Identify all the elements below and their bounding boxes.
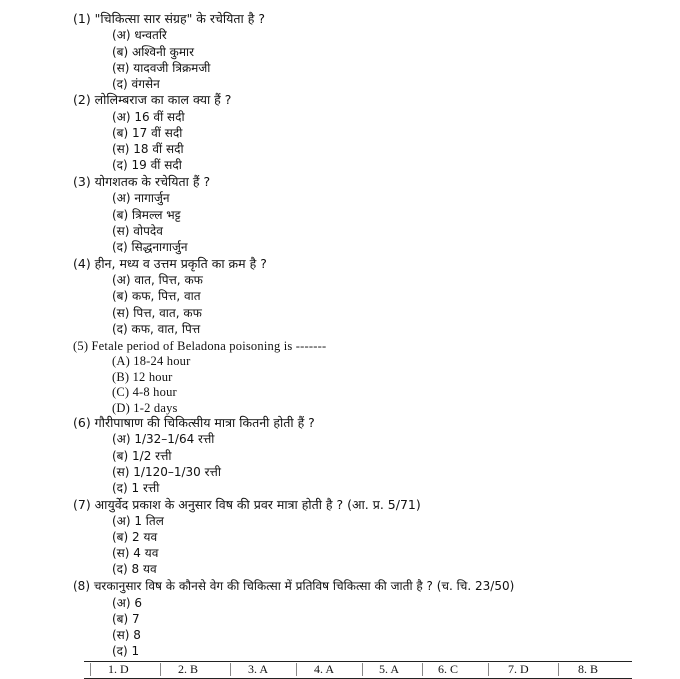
q8-option-d: (द) 1 (112, 644, 140, 658)
q2-option-c: (स) 18 वीं सदी (112, 142, 184, 156)
question-5: (5) Fetale period of Beladona poisoning is ------- (73, 339, 327, 353)
q7-option-b: (ब) 2 यव (112, 530, 158, 544)
q1-option-c: (स) यादवजी त्रिक्रमजी (112, 61, 211, 75)
q4-option-d: (द) कफ, वात, पित्त (112, 322, 201, 336)
q7-option-c: (स) 4 यव (112, 546, 159, 560)
q3-option-a: (अ) नागार्जुन (112, 191, 170, 205)
answer-6: 6. C (438, 662, 459, 676)
answer-separator (160, 663, 161, 676)
answer-3: 3. A (248, 662, 269, 676)
q4-option-c: (स) पित्त, वात, कफ (112, 306, 202, 320)
q8-option-c: (स) 8 (112, 628, 141, 642)
q5-option-d: (D) 1-2 days (112, 401, 178, 415)
answer-1: 1. D (108, 662, 129, 676)
question-7: (7) आयुर्वेद प्रकाश के अनुसार विष की प्रवर मात्रा होती है ? (आ. प्र. 5/71) (73, 497, 421, 512)
q5-option-c: (C) 4-8 hour (112, 385, 177, 399)
answer-separator (488, 663, 489, 676)
answer-separator (422, 663, 423, 676)
answer-separator (296, 663, 297, 676)
q7-option-a: (अ) 1 तिल (112, 514, 164, 528)
q3-option-c: (स) वोपदेव (112, 224, 163, 238)
q2-option-d: (द) 19 वीं सदी (112, 158, 182, 172)
q1-option-a: (अ) धन्वतरि (112, 28, 167, 42)
question-2: (2) लोलिम्बराज का काल क्या हैं ? (73, 92, 232, 107)
answer-separator (558, 663, 559, 676)
q3-option-d: (द) सिद्धनागार्जुन (112, 240, 188, 254)
q6-option-a: (अ) 1/32–1/64 रत्ती (112, 432, 215, 446)
q7-option-d: (द) 8 यव (112, 562, 157, 576)
q5-option-b: (B) 12 hour (112, 370, 173, 384)
q1-option-b: (ब) अश्विनी कुमार (112, 45, 195, 59)
q2-option-b: (ब) 17 वीं सदी (112, 126, 183, 140)
q8-option-a: (अ) 6 (112, 596, 142, 610)
q6-option-d: (द) 1 रत्ती (112, 481, 160, 495)
answer-2: 2. B (178, 662, 199, 676)
question-3: (3) योगशतक के रचेयिता हैं ? (73, 174, 211, 189)
q6-option-b: (ब) 1/2 रत्ती (112, 449, 172, 463)
answer-separator (230, 663, 231, 676)
question-4: (4) हीन, मध्य व उत्तम प्रकृति का क्रम है ? (73, 256, 267, 271)
question-1: (1) "चिकित्सा सार संग्रह" के रचेयिता है ? (73, 11, 266, 26)
q4-option-a: (अ) वात, पित्त, कफ (112, 273, 203, 287)
q4-option-b: (ब) कफ, पित्त, वात (112, 289, 201, 303)
q3-option-b: (ब) त्रिमल्ल भट्ट (112, 208, 181, 222)
q5-option-a: (A) 18-24 hour (112, 354, 191, 368)
q1-option-d: (द) वंगसेन (112, 77, 160, 91)
answer-7: 7. D (508, 662, 529, 676)
answer-separator (362, 663, 363, 676)
q2-option-a: (अ) 16 वीं सदी (112, 110, 185, 124)
q8-option-b: (ब) 7 (112, 612, 140, 626)
question-8: (8) चरकानुसार विष के कौनसे वेग की चिकित्सा में प्रतिविष चिकित्सा की जाती है ? (च. चि. 23/50) (73, 579, 515, 593)
answer-8: 8. B (578, 662, 599, 676)
answer-separator (90, 663, 91, 676)
q6-option-c: (स) 1/120–1/30 रत्ती (112, 465, 221, 479)
answer-5: 5. A (379, 662, 400, 676)
answer-4: 4. A (314, 662, 335, 676)
question-6: (6) गौरीपाषाण की चिकित्सीय मात्रा कितनी होती हैं ? (73, 415, 315, 430)
answer-key (84, 661, 632, 679)
